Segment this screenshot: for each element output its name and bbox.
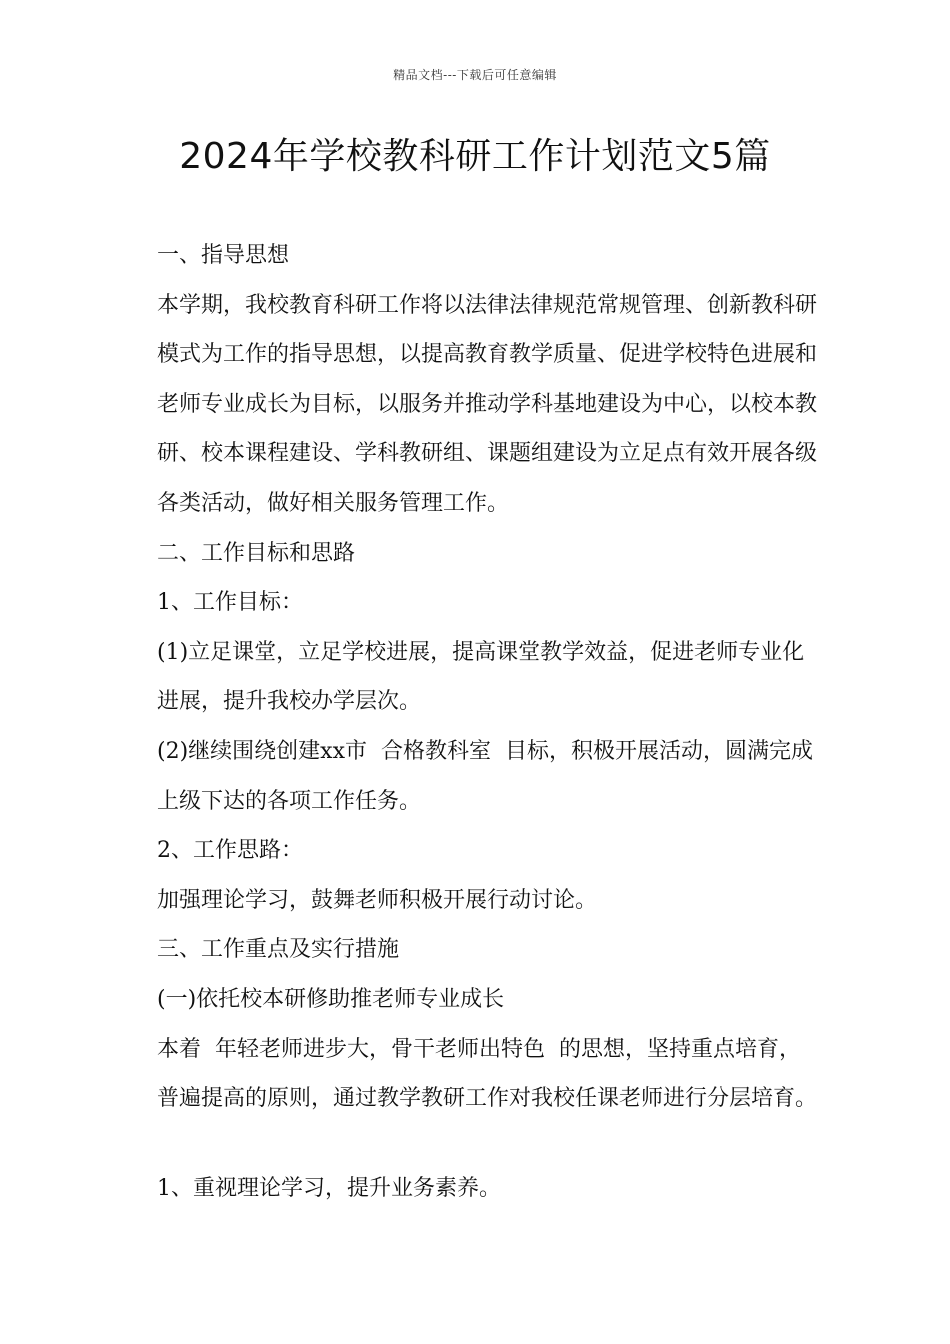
paragraph-school-based-training: 本着 年轻老师进步大，骨干老师出特色 的思想，坚持重点培育，普遍提高的原则，通过教学教研工作对我校任课老师进行分层培育。 [157,1036,818,1112]
document-body [146,231,818,1213]
section-heading-guiding-ideology: 一、指导思想 [157,243,290,268]
paragraph-work-ideas: 加强理论学习，鼓舞老师积极开展行动讨论。 [157,887,598,913]
subheading-work-ideas: 2、工作思路： [157,838,303,864]
section-heading-key-points: 三、工作重点及实行措施 [157,937,400,963]
header-note: 精品文档---下载后可任意编辑 [393,68,557,82]
document-title: 2024年学校教科研工作计划范文5篇 [179,136,771,177]
list-item-goal-2: (2)继续围绕创建xx市 合格教科室 目标，积极开展活动，圆满完成上级下达的各项工作任务。 [157,738,813,814]
section-heading-goals-and-ideas: 二、工作目标和思路 [157,540,356,566]
list-item-theory-study: 1、重视理论学习，提升业务素养。 [157,1175,501,1201]
paragraph-spacer [146,1124,818,1164]
list-item-goal-1: (1)立足课堂，立足学校进展，提高课堂教学效益，促进老师专业化进展，提升我校办学层次。 [157,639,805,715]
paragraph-guiding-ideology: 本学期，我校教育科研工作将以法律法律规范常规管理、创新教科研模式为工作的指导思想，以提高教育教学质量、促进学校特色进展和老师专业成长为目标，以服务并推动学科基地建设为中心，以校本教研、校本课程建设、学科教研组、课题组建设为立足点有效开展各级各类活动，做好相关服务管理工作。 [157,292,818,516]
subheading-school-based-training: (一)依托校本研修助推老师专业成长 [157,986,505,1012]
subheading-work-goals: 1、工作目标： [157,590,303,616]
